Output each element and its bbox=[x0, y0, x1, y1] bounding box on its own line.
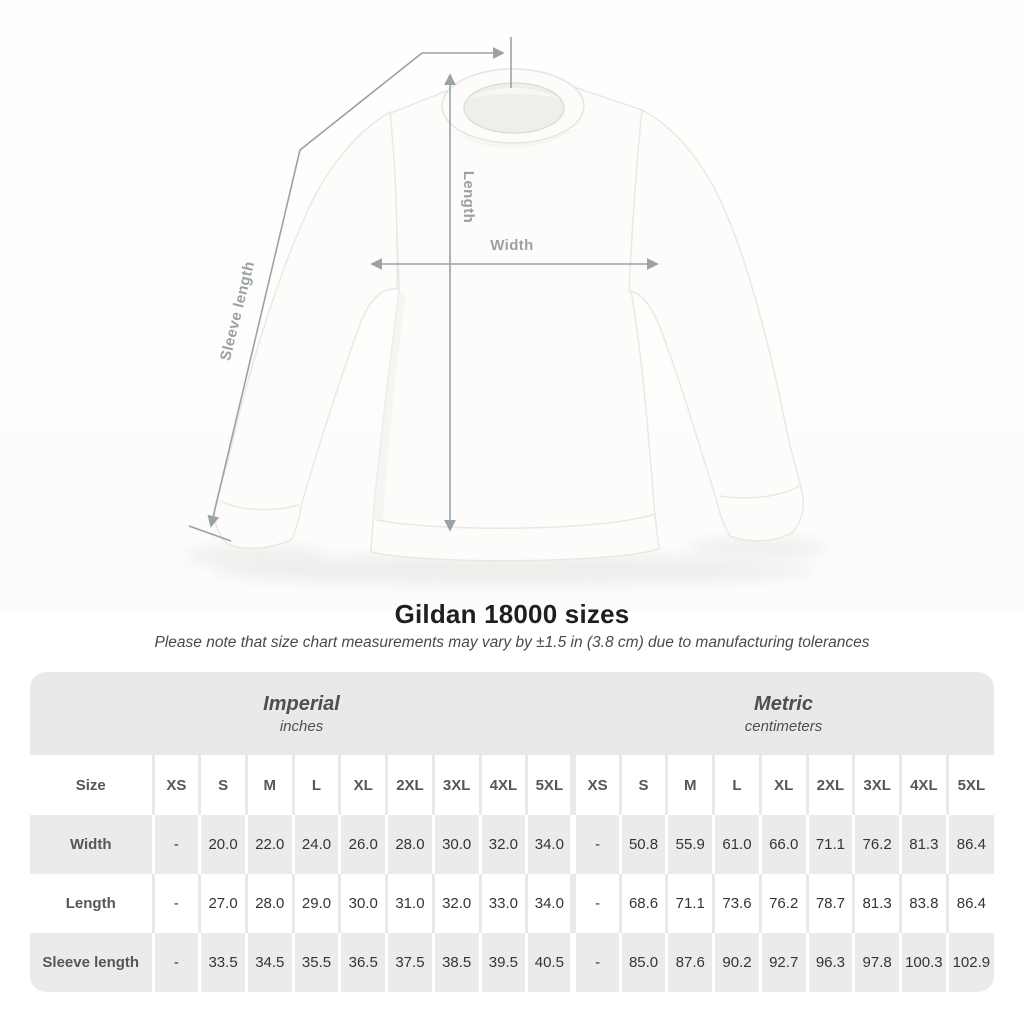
value-cell: 40.5 bbox=[527, 933, 574, 992]
imperial-title: Imperial bbox=[263, 692, 340, 715]
value-cell: 100.3 bbox=[901, 933, 948, 992]
value-cell: 68.6 bbox=[620, 874, 667, 933]
row-label: Width bbox=[69, 836, 112, 853]
metric-unit: centimeters bbox=[744, 717, 823, 735]
row-label: Sleeve length bbox=[42, 954, 140, 971]
size-header-cell: XS bbox=[573, 755, 620, 815]
length-row bbox=[30, 874, 994, 933]
value-cell: 34.0 bbox=[527, 815, 574, 874]
left-sleeve bbox=[214, 112, 397, 548]
value-cell: 92.7 bbox=[760, 933, 807, 992]
value-cell: 34.0 bbox=[527, 874, 574, 933]
page-title: Gildan 18000 sizes bbox=[394, 599, 630, 629]
size-header-cell: XL bbox=[760, 755, 807, 815]
value-cell: 96.3 bbox=[807, 933, 854, 992]
size-header-cell: 3XL bbox=[433, 755, 480, 815]
imperial-section-header bbox=[30, 672, 573, 755]
value-cell: 29.0 bbox=[293, 874, 340, 933]
value-cell: 71.1 bbox=[807, 815, 854, 874]
width-label: Width bbox=[490, 237, 534, 254]
sleeve-length-row bbox=[30, 933, 994, 992]
value-cell: - bbox=[573, 874, 620, 933]
size-header-cell: 5XL bbox=[947, 755, 994, 815]
value-cell: 32.0 bbox=[480, 815, 527, 874]
value-cell: 71.1 bbox=[667, 874, 714, 933]
value-cell: 27.0 bbox=[200, 874, 247, 933]
size-header-cell: XS bbox=[153, 755, 200, 815]
size-header-cell: S bbox=[620, 755, 667, 815]
value-cell: 33.0 bbox=[480, 874, 527, 933]
value-cell: 87.6 bbox=[667, 933, 714, 992]
value-cell: 61.0 bbox=[714, 815, 761, 874]
value-cell: 20.0 bbox=[200, 815, 247, 874]
size-table bbox=[30, 672, 994, 992]
value-cell: 30.0 bbox=[340, 874, 387, 933]
tolerance-note: Please note that size chart measurements may vary by ±1.5 in (3.8 cm) due to manufacturing tolerances bbox=[154, 634, 870, 651]
value-cell: 34.5 bbox=[246, 933, 293, 992]
value-cell: 28.0 bbox=[246, 874, 293, 933]
value-cell: 90.2 bbox=[714, 933, 761, 992]
size-header-cell: 2XL bbox=[387, 755, 434, 815]
size-grid bbox=[30, 755, 994, 992]
value-cell: 36.5 bbox=[340, 933, 387, 992]
size-header-cell: 2XL bbox=[807, 755, 854, 815]
width-row bbox=[30, 815, 994, 874]
value-cell: 73.6 bbox=[714, 874, 761, 933]
value-cell: 97.8 bbox=[854, 933, 901, 992]
value-cell: 22.0 bbox=[246, 815, 293, 874]
value-cell: 66.0 bbox=[760, 815, 807, 874]
value-cell: 85.0 bbox=[620, 933, 667, 992]
size-header-cell: 5XL bbox=[527, 755, 574, 815]
value-cell: - bbox=[153, 874, 200, 933]
value-cell: 78.7 bbox=[807, 874, 854, 933]
value-cell: - bbox=[573, 815, 620, 874]
value-cell: - bbox=[573, 933, 620, 992]
value-cell: 24.0 bbox=[293, 815, 340, 874]
value-cell: 76.2 bbox=[854, 815, 901, 874]
value-cell: 31.0 bbox=[387, 874, 434, 933]
value-cell: 50.8 bbox=[620, 815, 667, 874]
length-label: Length bbox=[460, 170, 477, 224]
row-label: Length bbox=[65, 895, 116, 912]
value-cell: 76.2 bbox=[760, 874, 807, 933]
value-cell: 33.5 bbox=[200, 933, 247, 992]
size-header-cell: XL bbox=[340, 755, 387, 815]
value-cell: 86.4 bbox=[947, 874, 994, 933]
value-cell: 81.3 bbox=[901, 815, 948, 874]
metric-section-header bbox=[573, 672, 994, 755]
metric-title: Metric bbox=[754, 692, 813, 715]
imperial-unit: inches bbox=[279, 717, 324, 735]
size-header-cell: L bbox=[714, 755, 761, 815]
value-cell: 81.3 bbox=[854, 874, 901, 933]
value-cell: - bbox=[153, 815, 200, 874]
value-cell: 35.5 bbox=[293, 933, 340, 992]
value-cell: 32.0 bbox=[433, 874, 480, 933]
value-cell: 30.0 bbox=[433, 815, 480, 874]
size-column-label: Size bbox=[75, 776, 106, 794]
size-header-cell: 4XL bbox=[480, 755, 527, 815]
value-cell: 86.4 bbox=[947, 815, 994, 874]
value-cell: 38.5 bbox=[433, 933, 480, 992]
sweatshirt-body bbox=[371, 76, 659, 560]
size-header-cell: M bbox=[667, 755, 714, 815]
value-cell: 39.5 bbox=[480, 933, 527, 992]
size-header-row bbox=[30, 755, 994, 815]
size-header-cell: 3XL bbox=[854, 755, 901, 815]
size-header-cell: M bbox=[246, 755, 293, 815]
size-header-cell: L bbox=[293, 755, 340, 815]
value-cell: 83.8 bbox=[901, 874, 948, 933]
value-cell: 102.9 bbox=[947, 933, 994, 992]
size-header-cell: S bbox=[200, 755, 247, 815]
value-cell: 28.0 bbox=[387, 815, 434, 874]
units-header-band bbox=[30, 672, 994, 755]
value-cell: 26.0 bbox=[340, 815, 387, 874]
value-cell: 55.9 bbox=[667, 815, 714, 874]
sleeve-length-label: Sleeve length bbox=[217, 259, 259, 363]
right-sleeve bbox=[629, 110, 803, 541]
value-cell: 37.5 bbox=[387, 933, 434, 992]
size-header-cell: 4XL bbox=[901, 755, 948, 815]
value-cell: - bbox=[153, 933, 200, 992]
